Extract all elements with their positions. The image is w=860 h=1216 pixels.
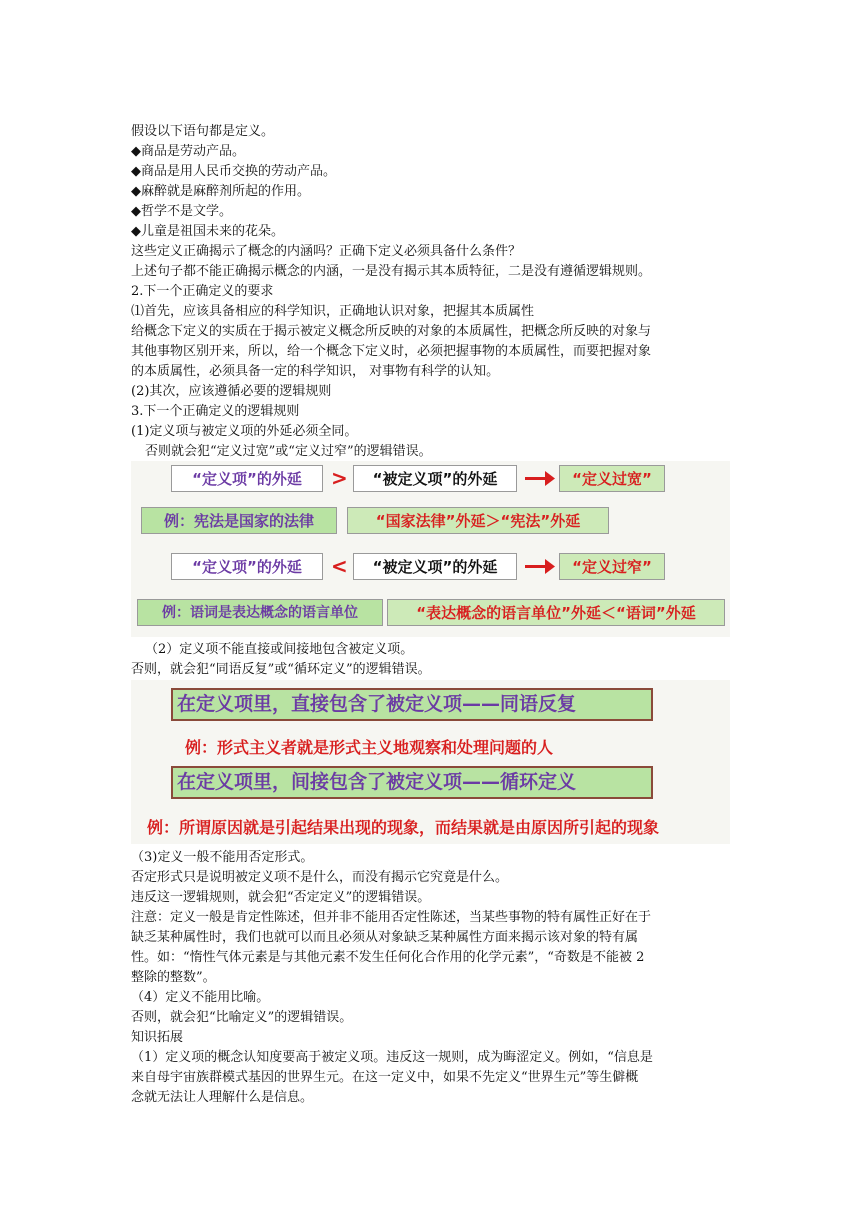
paragraph-line: 否则，就会犯“比喻定义”的逻辑错误。: [131, 1010, 353, 1025]
bullet-item: ◆麻醉就是麻醉剂所起的作用。: [131, 184, 310, 199]
right-arrow-icon: [523, 553, 557, 580]
row1-left-box: “定义项”的外延: [171, 465, 323, 492]
right-arrow-icon: [523, 465, 557, 492]
paragraph-line: 的本质属性，必须具备一定的科学知识， 对事物有科学的认知。: [131, 364, 500, 379]
bullet-item: ◆商品是用人民币交换的劳动产品。: [131, 164, 336, 179]
answer-line: 上述句子都不能正确揭示概念的内涵，一是没有揭示其本质特征，二是没有遵循逻辑规则。: [131, 264, 652, 279]
paragraph-line: （1）定义项的概念认知度要高于被定义项。违反这一规则，成为晦涩定义。例如，“信息是: [131, 1050, 653, 1065]
paragraph-line: （4）定义不能用比喻。: [131, 990, 270, 1005]
circular-definition-box: 在定义项里，间接包含了被定义项——循环定义: [171, 766, 653, 799]
row2-left-box: “定义项”的外延: [171, 553, 323, 580]
paragraph-line: 缺乏某种属性时，我们也就可以而且必须从对象缺乏某种属性方面来揭示该对象的特有属: [131, 930, 639, 945]
section-heading: 2.下一个正确定义的要求: [131, 284, 274, 299]
paragraph-line: 否定形式只是说明被定义项不是什么，而没有揭示它究竟是什么。: [131, 870, 509, 885]
circular-definition-example: 例：所谓原因就是引起结果出现的现象，而结果就是由原因所引起的现象: [147, 818, 660, 837]
circular-definition-figure: [131, 680, 730, 844]
bullet-item: ◆哲学不是文学。: [131, 204, 232, 219]
paragraph-line: (2)其次，应该遵循必要的逻辑规则: [131, 384, 332, 399]
extension-figure: [131, 461, 730, 637]
paragraph-line: 其他事物区别开来，所以，给一个概念下定义时，必须把握事物的本质属性，而要把握对象: [131, 344, 652, 359]
section-heading: 知识拓展: [131, 1030, 184, 1045]
paragraph-line: 违反这一逻辑规则，就会犯“否定定义”的逻辑错误。: [131, 890, 431, 905]
example2-result-box: “表达概念的语言单位”外延＜“语词”外延: [387, 599, 725, 626]
tautology-example: 例：形式主义者就是形式主义地观察和处理问题的人: [185, 738, 554, 757]
paragraph-line: 整除的整数”。: [131, 970, 216, 985]
example1-box: 例：宪法是国家的法律: [141, 507, 337, 534]
paragraph-line: 否则就会犯“定义过宽”或“定义过窄”的逻辑错误。: [145, 444, 432, 459]
row2-result-box: “定义过窄”: [559, 553, 665, 580]
paragraph-line: 注意：定义一般是肯定性陈述，但并非不能用否定性陈述，当某些事物的特有属性正好在于: [131, 910, 652, 925]
paragraph-line: 性。如：“惰性气体元素是与其他元素不发生任何化合作用的化学元素”，“奇数是不能被 2: [131, 950, 645, 965]
paragraph-line: （3)定义一般不能用否定形式。: [131, 850, 314, 865]
paragraph-line: 给概念下定义的实质在于揭示被定义概念所反映的对象的本质属性，把概念所反映的对象与: [131, 324, 652, 339]
intro-line: 假设以下语句都是定义。: [131, 124, 275, 139]
paragraph-line: 念就无法让人理解什么是信息。: [131, 1090, 314, 1105]
row1-result-box: “定义过宽”: [559, 465, 665, 492]
example2-box: 例：语词是表达概念的语言单位: [137, 599, 383, 626]
greater-than-symbol: >: [331, 466, 348, 490]
bullet-item: ◆儿童是祖国未来的花朵。: [131, 224, 284, 239]
paragraph-line: 否则，就会犯“同语反复”或“循环定义”的逻辑错误。: [131, 662, 431, 677]
bullet-item: ◆商品是劳动产品。: [131, 144, 245, 159]
paragraph-line: （2）定义项不能直接或间接地包含被定义项。: [145, 642, 414, 657]
paragraph-line: (1)定义项与被定义项的外延必须全同。: [131, 424, 358, 439]
row2-mid-box: “被定义项”的外延: [353, 553, 517, 580]
question-line: 这些定义正确揭示了概念的内涵吗？正确下定义必须具备什么条件？: [131, 244, 522, 259]
paragraph-line: ⑴首先，应该具备相应的科学知识，正确地认识对象，把握其本质属性: [131, 304, 535, 319]
less-than-symbol: <: [331, 554, 348, 578]
example1-result-box: “国家法律”外延＞“宪法”外延: [347, 507, 609, 534]
tautology-box: 在定义项里，直接包含了被定义项——同语反复: [171, 688, 653, 721]
row1-mid-box: “被定义项”的外延: [353, 465, 517, 492]
paragraph-line: 来自母宇宙族群模式基因的世界生元。在这一定义中，如果不先定义“世界生元”等生僻概: [131, 1070, 639, 1085]
section-heading: 3.下一个正确定义的逻辑规则: [131, 404, 300, 419]
